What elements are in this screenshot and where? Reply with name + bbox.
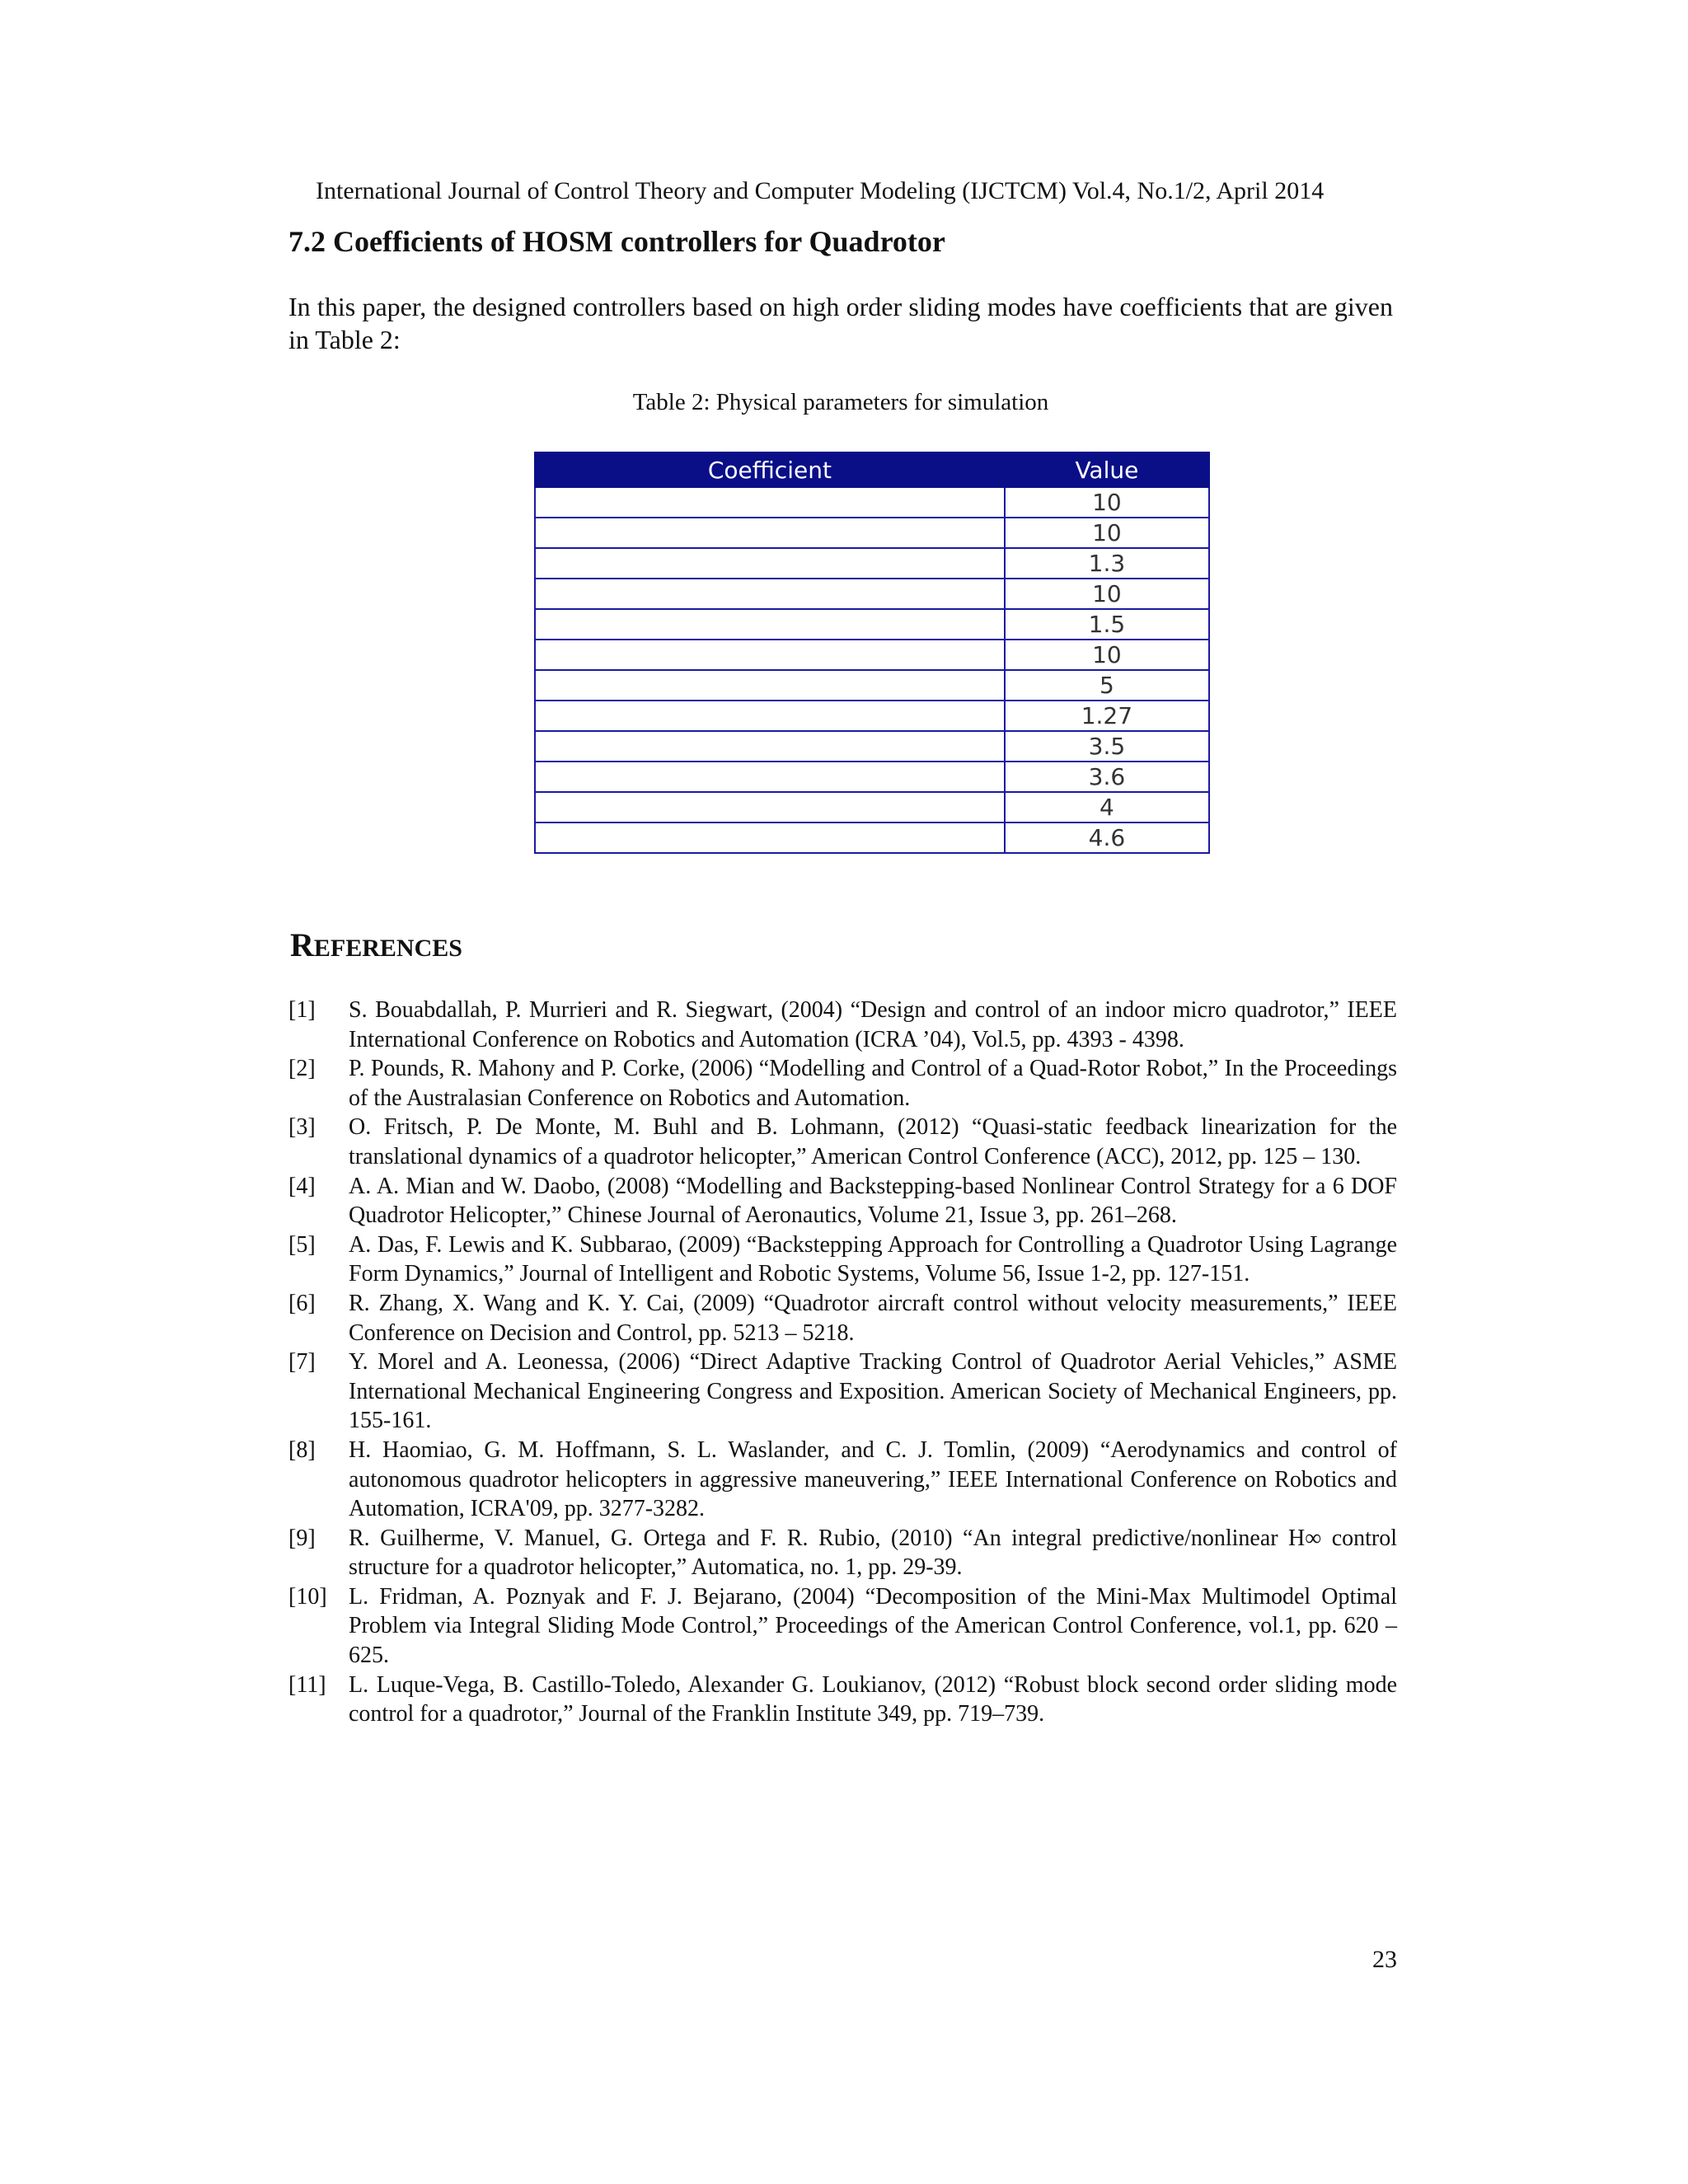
- coefficients-table: [534, 452, 1210, 854]
- value-cell: 10: [1005, 640, 1209, 670]
- table-row: [535, 670, 1209, 701]
- reference-text: O. Fritsch, P. De Monte, M. Buhl and B. Lohmann, (2012) “Quasi-static feedback linearization for the translational dynamics of a quadrotor helicopter,” American Control Conference (ACC), 2012, pp. 125 – 130.: [349, 1114, 1397, 1169]
- reference-item: [288, 1230, 1397, 1289]
- value-cell: 1.5: [1005, 609, 1209, 640]
- value-cell: 4: [1005, 792, 1209, 823]
- reference-number: [10]: [288, 1583, 327, 1610]
- reference-item: [288, 1582, 1397, 1671]
- reference-item: [288, 1524, 1397, 1582]
- reference-text: H. Haomiao, G. M. Hoffmann, S. L. Waslander, and C. J. Tomlin, (2009) “Aerodynamics and control of autonomous quadrotor helicopters in aggressive maneuvering,” IEEE International Conference on Robotics and Automation, ICRA'09, pp. 3277-3282.: [349, 1436, 1397, 1522]
- reference-text: Y. Morel and A. Leonessa, (2006) “Direct Adaptive Tracking Control of Quadrotor Aerial Vehicles,” ASME International Mechanical Engineering Congress and Exposition. American Society of Mechanical Engineers, pp. 155-161.: [349, 1349, 1397, 1434]
- reference-number: [5]: [288, 1231, 316, 1258]
- value-cell: 1.27: [1005, 701, 1209, 731]
- table-row: [535, 701, 1209, 731]
- page-number: 23: [1372, 1946, 1397, 1973]
- reference-text: R. Zhang, X. Wang and K. Y. Cai, (2009) “Quadrotor aircraft control without velocity measurements,” IEEE Conference on Decision and Control, pp. 5213 – 5218.: [349, 1290, 1397, 1346]
- reference-number: [3]: [288, 1114, 316, 1141]
- table-row: [535, 640, 1209, 670]
- table-caption: Table 2: Physical parameters for simulation: [632, 389, 1049, 415]
- reference-number: [4]: [288, 1173, 316, 1199]
- reference-item: [288, 1289, 1397, 1347]
- reference-item: [288, 1436, 1397, 1524]
- coefficient-cell: [535, 518, 1005, 548]
- reference-text: P. Pounds, R. Mahony and P. Corke, (2006) “Modelling and Control of a Quad-Rotor Robot,” In the Proceedings of the Australasian Conference on Robotics and Automation.: [349, 1056, 1397, 1111]
- value-cell: 1.3: [1005, 548, 1209, 579]
- reference-text: L. Fridman, A. Poznyak and F. J. Bejarano, (2004) “Decomposition of the Mini-Max Multimodel Optimal Problem via Integral Sliding Mode Control,” Proceedings of the American Control Conference, vol.1, pp. 620 – 625.: [349, 1583, 1397, 1669]
- journal-header: International Journal of Control Theory and Computer Modeling (IJCTCM) Vol.4, No.1/2, April 2014: [316, 177, 1325, 204]
- reference-text: A. A. Mian and W. Daobo, (2008) “Modelling and Backstepping-based Nonlinear Control Strategy for a 6 DOF Quadrotor Helicopter,” Chinese Journal of Aeronautics, Volume 21, Issue 3, pp. 261–268.: [349, 1173, 1397, 1229]
- coefficient-cell: [535, 762, 1005, 792]
- table-row: [535, 731, 1209, 762]
- value-cell: 5: [1005, 670, 1209, 701]
- table-row: [535, 548, 1209, 579]
- coefficient-cell: [535, 548, 1005, 579]
- section-title: 7.2 Coefficients of HOSM controllers for Quadrotor: [288, 225, 945, 258]
- reference-number: [11]: [288, 1671, 326, 1698]
- reference-number: [7]: [288, 1349, 316, 1376]
- reference-item: [288, 1671, 1397, 1729]
- reference-item: [288, 996, 1397, 1054]
- coefficient-cell: [535, 609, 1005, 640]
- reference-number: [9]: [288, 1525, 316, 1551]
- value-cell: 3.6: [1005, 762, 1209, 792]
- table-row: [535, 487, 1209, 518]
- value-cell: 3.5: [1005, 731, 1209, 762]
- reference-item: [288, 1172, 1397, 1230]
- reference-item: [288, 1054, 1397, 1113]
- reference-text: L. Luque-Vega, B. Castillo-Toledo, Alexander G. Loukianov, (2012) “Robust block second order sliding mode control for a quadrotor,” Journal of the Franklin Institute 349, pp. 719–739.: [349, 1671, 1397, 1727]
- table-header-row: [535, 452, 1209, 487]
- intro-paragraph: In this paper, the designed controllers based on high order sliding modes have coefficients that are given in Table 2:: [288, 292, 1393, 354]
- reference-item: [288, 1347, 1397, 1436]
- value-cell: 10: [1005, 487, 1209, 518]
- coefficient-cell: [535, 670, 1005, 701]
- column-header-coefficient: Coefficient: [535, 452, 1005, 487]
- reference-number: [8]: [288, 1436, 316, 1463]
- reference-number: [2]: [288, 1056, 316, 1082]
- coefficient-cell: [535, 579, 1005, 609]
- table-row: [535, 762, 1209, 792]
- reference-text: S. Bouabdallah, P. Murrieri and R. Siegwart, (2004) “Design and control of an indoor micro quadrotor,” IEEE International Conference on Robotics and Automation (ICRA ’04), Vol.5, pp. 4393 - 4398.: [349, 997, 1397, 1052]
- coefficient-cell: [535, 792, 1005, 823]
- references-heading: [290, 925, 462, 969]
- column-header-value: Value: [1005, 452, 1209, 487]
- table-row: [535, 579, 1209, 609]
- references-heading-initial: R: [290, 926, 314, 963]
- coefficient-cell: [535, 640, 1005, 670]
- table-row: [535, 518, 1209, 548]
- reference-text: R. Guilherme, V. Manuel, G. Ortega and F. R. Rubio, (2010) “An integral predictive/nonlinear H∞ control structure for a quadrotor helicopter,” Automatica, no. 1, pp. 29-39.: [349, 1525, 1397, 1581]
- reference-number: [1]: [288, 997, 316, 1023]
- coefficient-cell: [535, 823, 1005, 853]
- table-row: [535, 823, 1209, 853]
- value-cell: 10: [1005, 518, 1209, 548]
- table-row: [535, 792, 1209, 823]
- coefficient-cell: [535, 487, 1005, 518]
- value-cell: 10: [1005, 579, 1209, 609]
- reference-item: [288, 1113, 1397, 1171]
- table-row: [535, 609, 1209, 640]
- reference-number: [6]: [288, 1290, 316, 1316]
- coefficient-cell: [535, 701, 1005, 731]
- reference-list: [288, 996, 1397, 1729]
- reference-text: A. Das, F. Lewis and K. Subbarao, (2009) “Backstepping Approach for Controlling a Quadrotor Using Lagrange Form Dynamics,” Journal of Intelligent and Robotic Systems, Volume 56, Issue 1-2, pp. 127-151.: [349, 1231, 1397, 1287]
- coefficient-cell: [535, 731, 1005, 762]
- references-heading-rest: EFERENCES: [313, 935, 462, 962]
- value-cell: 4.6: [1005, 823, 1209, 853]
